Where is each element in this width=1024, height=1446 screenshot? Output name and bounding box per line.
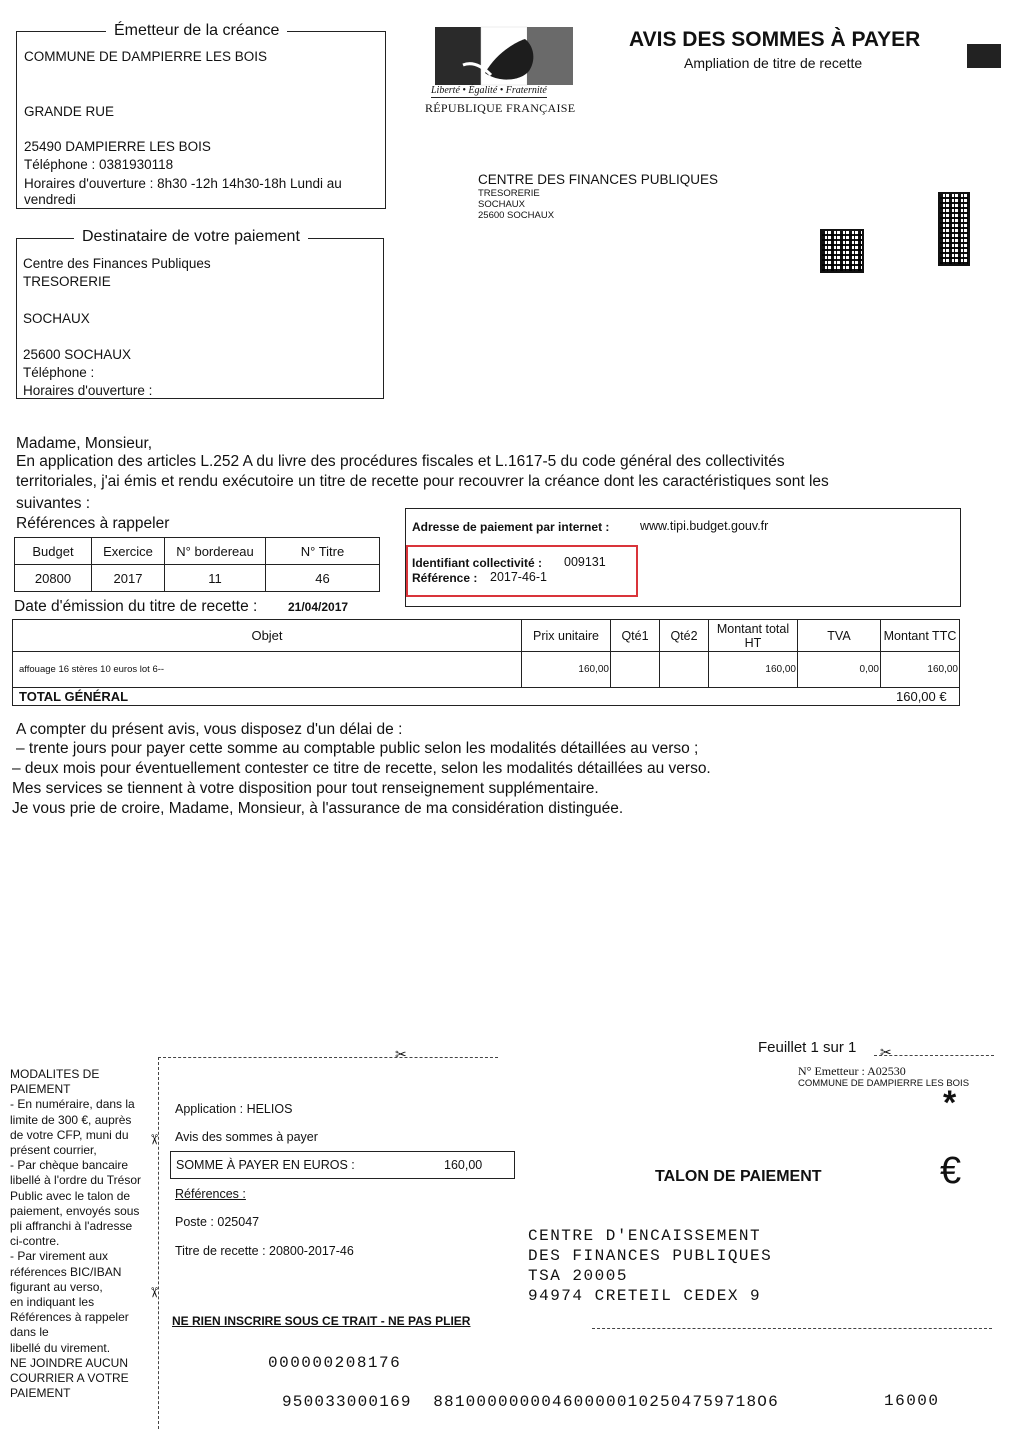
corner-marker <box>967 44 1001 68</box>
centre-line4: 25600 SOCHAUX <box>478 210 555 221</box>
cut-line-top-right <box>874 1055 994 1056</box>
scissors-icon: ✂ <box>880 1044 892 1060</box>
application: Application : HELIOS <box>175 1102 293 1116</box>
objet-header: Montant total HT <box>709 620 798 652</box>
refs-label: Références à rappeler <box>16 515 170 532</box>
centre-line1: CENTRE DES FINANCES PUBLIQUES <box>478 172 719 187</box>
page-title: AVIS DES SOMMES À PAYER <box>629 28 921 51</box>
address-line: CENTRE D'ENCAISSEMENT <box>528 1227 762 1245</box>
emission-date: 21/04/2017 <box>288 600 349 614</box>
ref-value: 46 <box>266 565 380 592</box>
scissors-icon: ✂ <box>146 1133 163 1146</box>
modalites-line: de votre CFP, muni du <box>10 1127 129 1142</box>
emetteur-street: GRANDE RUE <box>24 104 115 119</box>
destinataire-line2: TRESORERIE <box>23 274 111 289</box>
emetteur-phone: Téléphone : 0381930118 <box>24 157 174 172</box>
modalites-line: PAIEMENT <box>10 1386 71 1401</box>
emission-label: Date d'émission du titre de recette : <box>14 598 258 615</box>
poste: Poste : 025047 <box>175 1215 260 1229</box>
ne-rien-inscrire: NE RIEN INSCRIRE SOUS CE TRAIT - NE PAS PLIER <box>172 1314 471 1328</box>
objet-header: Qté1 <box>611 620 660 652</box>
encaissement-address <box>528 1226 772 1306</box>
letter-p1-line3: suivantes : <box>16 495 91 512</box>
reference-label: Référence : <box>412 571 478 585</box>
somme-label: SOMME À PAYER EN EUROS : <box>176 1158 355 1172</box>
ref-value: 20800 <box>15 565 92 592</box>
logo-republic: RÉPUBLIQUE FRANÇAISE <box>425 101 576 115</box>
datamatrix-icon <box>820 229 864 273</box>
modalites-line: MODALITES DE <box>10 1067 100 1081</box>
euro-symbol: € <box>940 1150 962 1192</box>
reference-table <box>14 537 380 592</box>
closing-line1: A compter du présent avis, vous disposez d'un délai de : <box>16 721 403 738</box>
address-line: 94974 CRETEIL CEDEX 9 <box>528 1287 762 1305</box>
marianne-icon <box>425 25 585 87</box>
table-row <box>15 565 380 592</box>
cut-line-top <box>158 1057 498 1058</box>
objet-cell: 160,00 <box>881 652 960 688</box>
ref-header: Exercice <box>92 538 165 565</box>
salutation: Madame, Monsieur, <box>16 435 153 452</box>
objet-table <box>12 619 960 688</box>
objet-cell: affouage 16 stères 10 euros lot 6-- <box>13 652 522 688</box>
objet-header: TVA <box>798 620 881 652</box>
datamatrix-icon <box>938 192 970 266</box>
objet-header: Qté2 <box>660 620 709 652</box>
page-subtitle: Ampliation de titre de recette <box>684 55 863 71</box>
modalites-line: dans le <box>10 1325 49 1340</box>
feuillet: Feuillet 1 sur 1 <box>758 1039 857 1056</box>
modalites-line: présent courrier, <box>10 1143 97 1158</box>
total-label: TOTAL GÉNÉRAL <box>19 689 129 704</box>
modalites-line: - Par chèque bancaire <box>10 1158 129 1173</box>
emetteur-hours-1: Horaires d'ouverture : 8h30 -12h 14h30-18h Lundi au <box>24 176 342 191</box>
code-line-1: 000000208176 <box>268 1354 402 1372</box>
destinataire-hours: Horaires d'ouverture : <box>23 383 153 398</box>
modalites-line: pli affranchi à l'adresse <box>10 1219 133 1234</box>
cut-line-left <box>158 1057 159 1429</box>
modalites-line: limite de 300 €, auprès <box>10 1112 132 1127</box>
ref-header: N° Titre <box>266 538 380 565</box>
separator-line <box>592 1328 992 1329</box>
total-value: 160,00 € <box>896 689 947 704</box>
emetteur-number: N° Emetteur : A02530 <box>798 1064 906 1078</box>
internet-label: Adresse de paiement par internet : <box>412 520 610 534</box>
modalites-line: libellé du virement. <box>10 1340 111 1355</box>
objet-header: Prix unitaire <box>522 620 611 652</box>
objet-cell <box>611 652 660 688</box>
total-row <box>12 687 960 706</box>
avis-label: Avis des sommes à payer <box>175 1130 318 1144</box>
references-label: Références : <box>175 1187 246 1201</box>
emetteur-legend: Émetteur de la créance <box>106 22 287 40</box>
table-row <box>13 652 960 688</box>
ref-value: 11 <box>165 565 266 592</box>
internet-url[interactable]: www.tipi.budget.gouv.fr <box>640 519 769 533</box>
emetteur-city: 25490 DAMPIERRE LES BOIS <box>24 139 211 154</box>
letter-p1-line1: En application des articles L.252 A du livre des procédures fiscales et L.1617-5 du code général des collectivités <box>16 453 785 470</box>
centre-line2: TRESORERIE <box>478 188 540 199</box>
emetteur-name: COMMUNE DE DAMPIERRE LES BOIS <box>24 49 268 64</box>
table-row <box>15 538 380 565</box>
table-row <box>13 620 960 652</box>
objet-header: Montant TTC <box>881 620 960 652</box>
modalites-line: paiement, envoyés sous <box>10 1203 140 1218</box>
destinataire-legend: Destinataire de votre paiement <box>74 228 308 246</box>
modalites-list <box>10 1067 141 1401</box>
objet-cell: 160,00 <box>522 652 611 688</box>
modalites-line: COURRIER A VOTRE <box>10 1371 129 1386</box>
letter-p1-line2: territoriales, j'ai émis et rendu exécutoire un titre de recette pour recouvrer la créance dont les caractéristiques sont les <box>16 473 829 490</box>
objet-cell <box>660 652 709 688</box>
modalites-line: références BIC/IBAN <box>10 1264 122 1279</box>
destinataire-line4: 25600 SOCHAUX <box>23 347 132 362</box>
objet-header: Objet <box>13 620 522 652</box>
ref-header: Budget <box>15 538 92 565</box>
objet-cell: 0,00 <box>798 652 881 688</box>
titre-recette: Titre de recette : 20800-2017-46 <box>175 1244 354 1258</box>
modalites-line: - Par virement aux <box>10 1249 109 1264</box>
modalites-line: ci-contre. <box>10 1234 60 1249</box>
scissors-icon: ✂ <box>146 1286 163 1299</box>
ref-value: 2017 <box>92 565 165 592</box>
destinataire-phone: Téléphone : <box>23 365 95 380</box>
modalites-line: - En numéraire, dans la <box>10 1097 135 1112</box>
star-mark: * <box>943 1084 957 1122</box>
destinataire-line3: SOCHAUX <box>23 311 90 326</box>
closing-line4: Mes services se tiennent à votre disposition pour tout renseignement supplémentaire. <box>12 780 599 797</box>
logo-motto: Liberté • Égalité • Fraternité <box>431 85 547 96</box>
reference-value: 2017-46-1 <box>490 570 547 584</box>
address-line: TSA 20005 <box>528 1267 628 1285</box>
address-line: DES FINANCES PUBLIQUES <box>528 1247 773 1265</box>
modalites-line: NE JOINDRE AUCUN <box>10 1355 129 1370</box>
closing-line5: Je vous prie de croire, Madame, Monsieur, à l'assurance de ma considération distinguée. <box>12 800 624 817</box>
code-line-3: 16000 <box>884 1392 940 1410</box>
modalites-line: figurant au verso, <box>10 1279 103 1294</box>
closing-line3: – deux mois pour éventuellement contester ce titre de recette, selon les modalités détaillées au verso. <box>12 760 711 777</box>
centre-line3: SOCHAUX <box>478 199 525 210</box>
scissors-icon: ✂ <box>395 1046 407 1062</box>
modalites-line: Public avec le talon de <box>10 1188 131 1203</box>
identifiant-value: 009131 <box>564 555 606 569</box>
modalites-line: Références à rappeler <box>10 1310 129 1325</box>
ref-header: N° bordereau <box>165 538 266 565</box>
destinataire-line1: Centre des Finances Publiques <box>23 256 211 271</box>
marianne-logo <box>425 25 585 117</box>
emetteur-hours-2: vendredi <box>24 192 76 207</box>
talon-title: TALON DE PAIEMENT <box>655 1168 822 1185</box>
modalites-line: libellé à l'ordre du Trésor <box>10 1173 142 1188</box>
modalites-line: PAIEMENT <box>10 1082 71 1097</box>
somme-value: 160,00 <box>444 1158 483 1172</box>
modalites-line: en indiquant les <box>10 1295 95 1310</box>
code-line-2: 950033000169 881000000004600000102504759718O6 <box>282 1393 779 1411</box>
emetteur-name-talon: COMMUNE DE DAMPIERRE LES BOIS <box>798 1078 970 1089</box>
objet-cell: 160,00 <box>709 652 798 688</box>
identifiant-label: Identifiant collectivité : <box>412 556 543 570</box>
closing-line2: – trente jours pour payer cette somme au comptable public selon les modalités détaillées au verso ; <box>16 740 699 757</box>
